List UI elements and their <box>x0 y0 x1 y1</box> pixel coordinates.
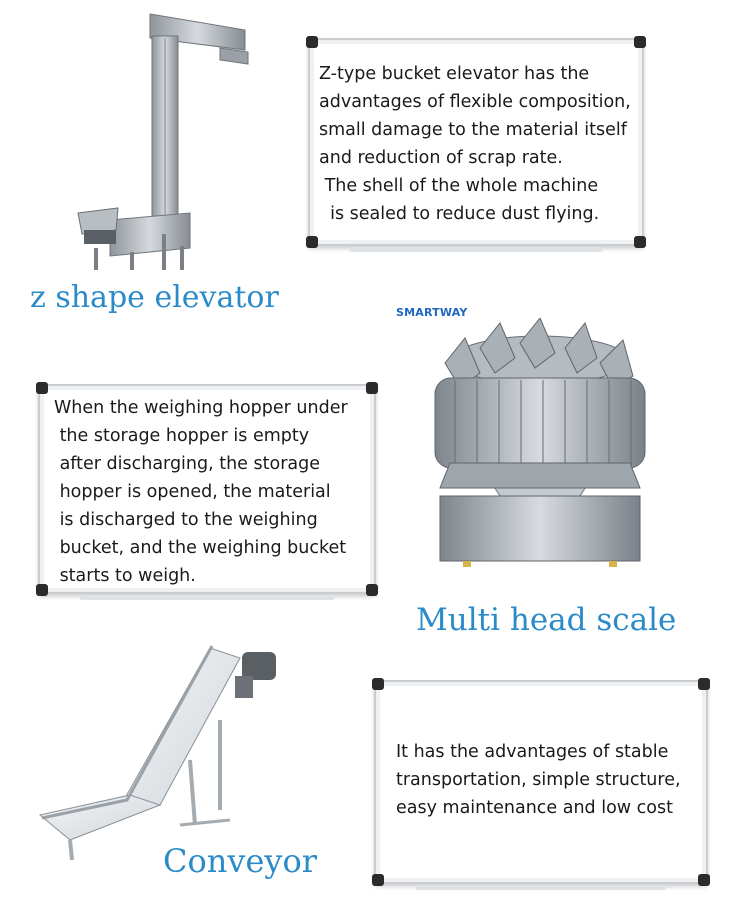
scale-description-line: the storage hopper is empty <box>54 426 310 446</box>
board-corner <box>634 36 646 48</box>
elevator-description-line: advantages of flexible composition, <box>319 92 631 112</box>
board-corner <box>306 236 318 248</box>
conveyor-description-line: transportation, simple structure, <box>396 770 681 790</box>
multihead-scale-image <box>425 318 655 573</box>
board-corner <box>36 382 48 394</box>
board-corner <box>698 678 710 690</box>
board-corner <box>372 874 384 886</box>
elevator-description-line: The shell of the whole machine <box>319 176 599 196</box>
elevator-description-line: Z-type bucket elevator has the <box>319 64 590 84</box>
board-corner <box>306 36 318 48</box>
board-corner <box>36 584 48 596</box>
board-marker-tray <box>350 247 602 252</box>
elevator-description-line: and reduction of scrap rate. <box>319 148 563 168</box>
conveyor-description-line: easy maintenance and low cost <box>396 798 673 818</box>
scale-description-line: starts to weigh. <box>54 566 196 586</box>
scale-description-line: When the weighing hopper under <box>54 398 348 418</box>
scale-description-line: hopper is opened, the material <box>54 482 331 502</box>
z-elevator-image <box>70 8 270 273</box>
elevator-description-line: is sealed to reduce dust flying. <box>319 204 600 224</box>
board-corner <box>698 874 710 886</box>
board-corner <box>372 678 384 690</box>
board-marker-tray <box>416 885 666 890</box>
board-corner <box>634 236 646 248</box>
conveyor-image <box>30 640 290 870</box>
board-corner <box>366 584 378 596</box>
scale-description-line: is discharged to the weighing <box>54 510 318 530</box>
board-corner <box>366 382 378 394</box>
scale-caption: Multi head scale <box>416 602 677 638</box>
conveyor-caption: Conveyor <box>163 842 318 880</box>
board-marker-tray <box>80 595 334 600</box>
elevator-description-line: small damage to the material itself <box>319 120 627 140</box>
elevator-caption: z shape elevator <box>30 280 279 315</box>
smartway-logo: SMARTWAY <box>396 306 468 319</box>
scale-description-line: bucket, and the weighing bucket <box>54 538 347 558</box>
conveyor-description-line: It has the advantages of stable <box>396 742 669 762</box>
scale-description-line: after discharging, the storage <box>54 454 320 474</box>
